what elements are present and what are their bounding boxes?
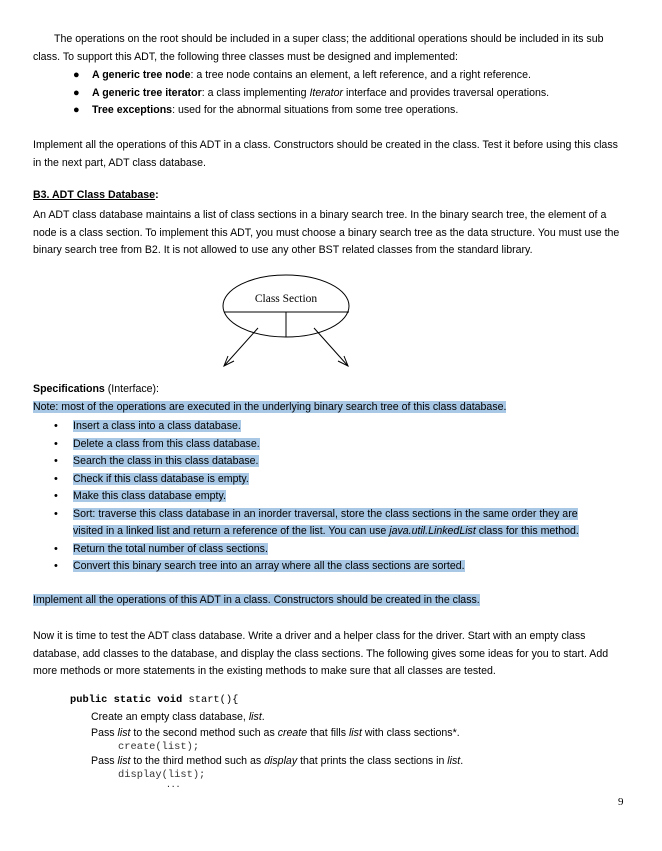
- list-item: • Return the total number of class sections.: [73, 541, 579, 559]
- list-item: • Make this class database empty.: [73, 488, 579, 506]
- bullet-icon: •: [54, 542, 58, 555]
- list-item: • Search the class in this class database.: [73, 453, 579, 471]
- node-label: Class Section: [254, 293, 318, 305]
- list-item: ● A generic tree iterator: a class implementing Iterator interface and provides traversal operations.: [92, 85, 549, 103]
- code-line: display(list);: [118, 769, 206, 781]
- code-comment: Pass list to the third method such as display that prints the class sections in list.: [91, 755, 464, 767]
- bullet-icon: •: [54, 437, 58, 450]
- list-item: ● Tree exceptions: used for the abnormal situations from some tree operations.: [92, 102, 549, 120]
- code-comment: Pass list to the second method such as create that fills list with class sections*.: [91, 727, 460, 739]
- bullet-icon: ●: [73, 69, 80, 81]
- spec-heading: Specifications (Interface):: [33, 383, 159, 395]
- list-item: • Sort: traverse this class database in an inorder traversal, store the class sections in the same order they are: [73, 506, 579, 524]
- list-item: • Check if this class database is empty.: [73, 471, 579, 489]
- list-item: • Insert a class into a class database.: [73, 418, 579, 436]
- code-line: create(list);: [118, 741, 200, 753]
- list-item: • Delete a class from this class database.: [73, 436, 579, 454]
- bullet-icon: •: [54, 507, 58, 520]
- description-paragraph: An ADT class database maintains a list of class sections in a binary search tree. In the binary search tree, the element of a node is a class section. To implement this ADT, you must choose a binary search tree as the data structure. You must use the binary search tree from B2. It is not allowed to use any other BST related classes from the standard library.: [33, 209, 620, 257]
- note-text: Note: most of the operations are executed in the underlying binary search tree of this class database.: [33, 401, 507, 413]
- bullet-icon: ●: [73, 86, 80, 99]
- bullet-icon: •: [54, 490, 58, 502]
- code-comment: Create an empty class database, list.: [91, 711, 265, 723]
- bullet-icon: •: [54, 420, 58, 432]
- implement-paragraph: Implement all the operations of this ADT in a class. Constructors should be created in the class. Test it before using this class in the next part, ADT class database.: [33, 139, 618, 169]
- list-item: • Convert this binary search tree into an array where all the class sections are sorted.: [73, 558, 579, 576]
- bullet-icon: •: [54, 472, 58, 485]
- intro-paragraph: The operations on the root should be included in a super class; the additional operations should be included in its sub class. To support this ADT, the following three classes must be designed and implemented:: [33, 33, 604, 63]
- bullet-icon: •: [54, 560, 58, 572]
- code-ellipsis: ...: [166, 781, 181, 790]
- implement-note: Implement all the operations of this ADT in a class. Constructors should be created in the class.: [33, 594, 480, 606]
- list-item: visited in a linked list and return a reference of the list. You can use java.util.LinkedList class for this method.: [73, 525, 579, 537]
- bullet-icon: •: [54, 455, 58, 467]
- page-number: 9: [618, 796, 624, 808]
- tree-node-diagram: [210, 272, 360, 372]
- testing-paragraph: Now it is time to test the ADT class database. Write a driver and a helper class for the driver. Start with an empty class database, add classes to the database, and display the class sections. The following gives some ideas for you to start. Add more methods or more statements in the existing methods to make sure that all classes are tested.: [33, 630, 609, 678]
- section-heading: B3. ADT Class Database:: [33, 189, 159, 201]
- class-list: [73, 67, 550, 120]
- code-signature: public static void start(){: [70, 694, 239, 706]
- operations-list: [54, 418, 579, 576]
- bullet-icon: ●: [73, 104, 80, 116]
- list-item: ● A generic tree node: a tree node contains an element, a left reference, and a right reference.: [92, 67, 549, 85]
